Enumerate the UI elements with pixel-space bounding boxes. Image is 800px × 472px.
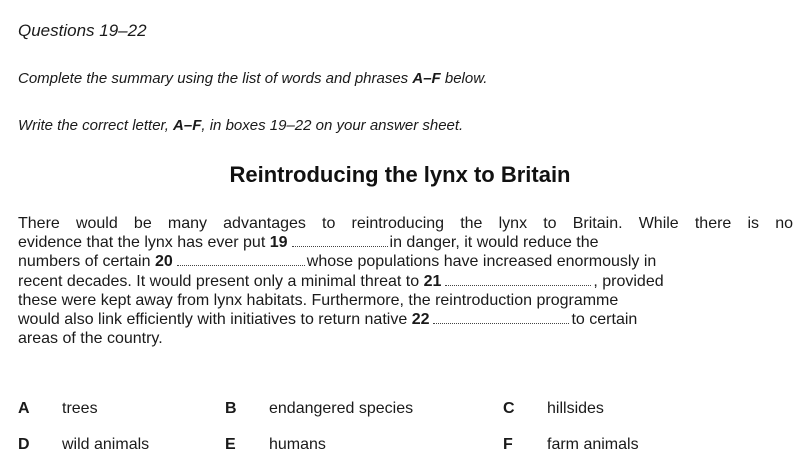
instruction-text: , in boxes 19–22 on your answer sheet. <box>201 117 464 134</box>
summary-passage <box>18 214 793 348</box>
summary-text: , provided <box>593 272 664 290</box>
option-letter: D <box>18 436 30 453</box>
question-number-19: 19 <box>269 234 288 252</box>
summary-line <box>18 310 793 329</box>
summary-text: in danger, it would reduce the <box>389 234 599 252</box>
option-e <box>225 436 326 454</box>
option-letter: C <box>503 400 515 417</box>
answer-blank-22[interactable] <box>433 317 569 324</box>
questions-heading: Questions 19–22 <box>18 21 147 40</box>
summary-text: numbers of certain <box>18 253 151 271</box>
option-text: wild animals <box>62 436 150 453</box>
question-number-21: 21 <box>423 272 442 290</box>
summary-text: recent decades. It would present only a minimal threat to <box>18 272 420 290</box>
instruction-text: below. <box>440 70 488 87</box>
option-letter: E <box>225 436 236 453</box>
summary-text: evidence that the lynx has ever put <box>18 234 266 252</box>
option-c <box>503 400 604 418</box>
summary-line: areas of the country. <box>18 330 163 348</box>
summary-title: Reintroducing the lynx to Britain <box>229 162 571 187</box>
word-options-list <box>18 400 788 472</box>
summary-line <box>18 233 793 252</box>
options-row <box>18 436 788 472</box>
option-text: trees <box>62 400 98 417</box>
instruction-complete-summary <box>18 70 487 87</box>
option-text: farm animals <box>547 436 639 453</box>
summary-text: to certain <box>571 311 638 329</box>
option-d <box>18 436 149 454</box>
summary-text: whose populations have increased enormously in <box>306 253 657 271</box>
instruction-range: A–F <box>412 70 441 87</box>
option-a <box>18 400 98 418</box>
summary-line: these were kept away from lynx habitats. Furthermore, the reintroduction programme <box>18 291 619 309</box>
option-letter: B <box>225 400 237 417</box>
summary-line: There would be many advantages to reintroducing the lynx to Britain. While there is no <box>18 215 793 232</box>
option-text: humans <box>269 436 326 453</box>
question-number-22: 22 <box>411 311 430 329</box>
instruction-range: A–F <box>173 117 202 134</box>
option-text: hillsides <box>547 400 604 417</box>
question-number-20: 20 <box>154 253 173 271</box>
option-text: endangered species <box>269 400 414 417</box>
option-f <box>503 436 639 454</box>
instruction-write-letter <box>18 117 463 134</box>
instruction-text: Complete the summary using the list of words and phrases <box>18 70 413 87</box>
instruction-text: Write the correct letter, <box>18 117 174 134</box>
summary-line <box>18 252 793 271</box>
answer-blank-21[interactable] <box>445 279 591 286</box>
option-letter: A <box>18 400 30 417</box>
summary-line <box>18 272 793 291</box>
options-row <box>18 400 788 436</box>
option-letter: F <box>503 436 513 453</box>
option-b <box>225 400 413 418</box>
answer-blank-19[interactable] <box>292 240 388 247</box>
answer-blank-20[interactable] <box>177 259 305 266</box>
summary-text: would also link efficiently with initiatives to return native <box>18 311 408 329</box>
